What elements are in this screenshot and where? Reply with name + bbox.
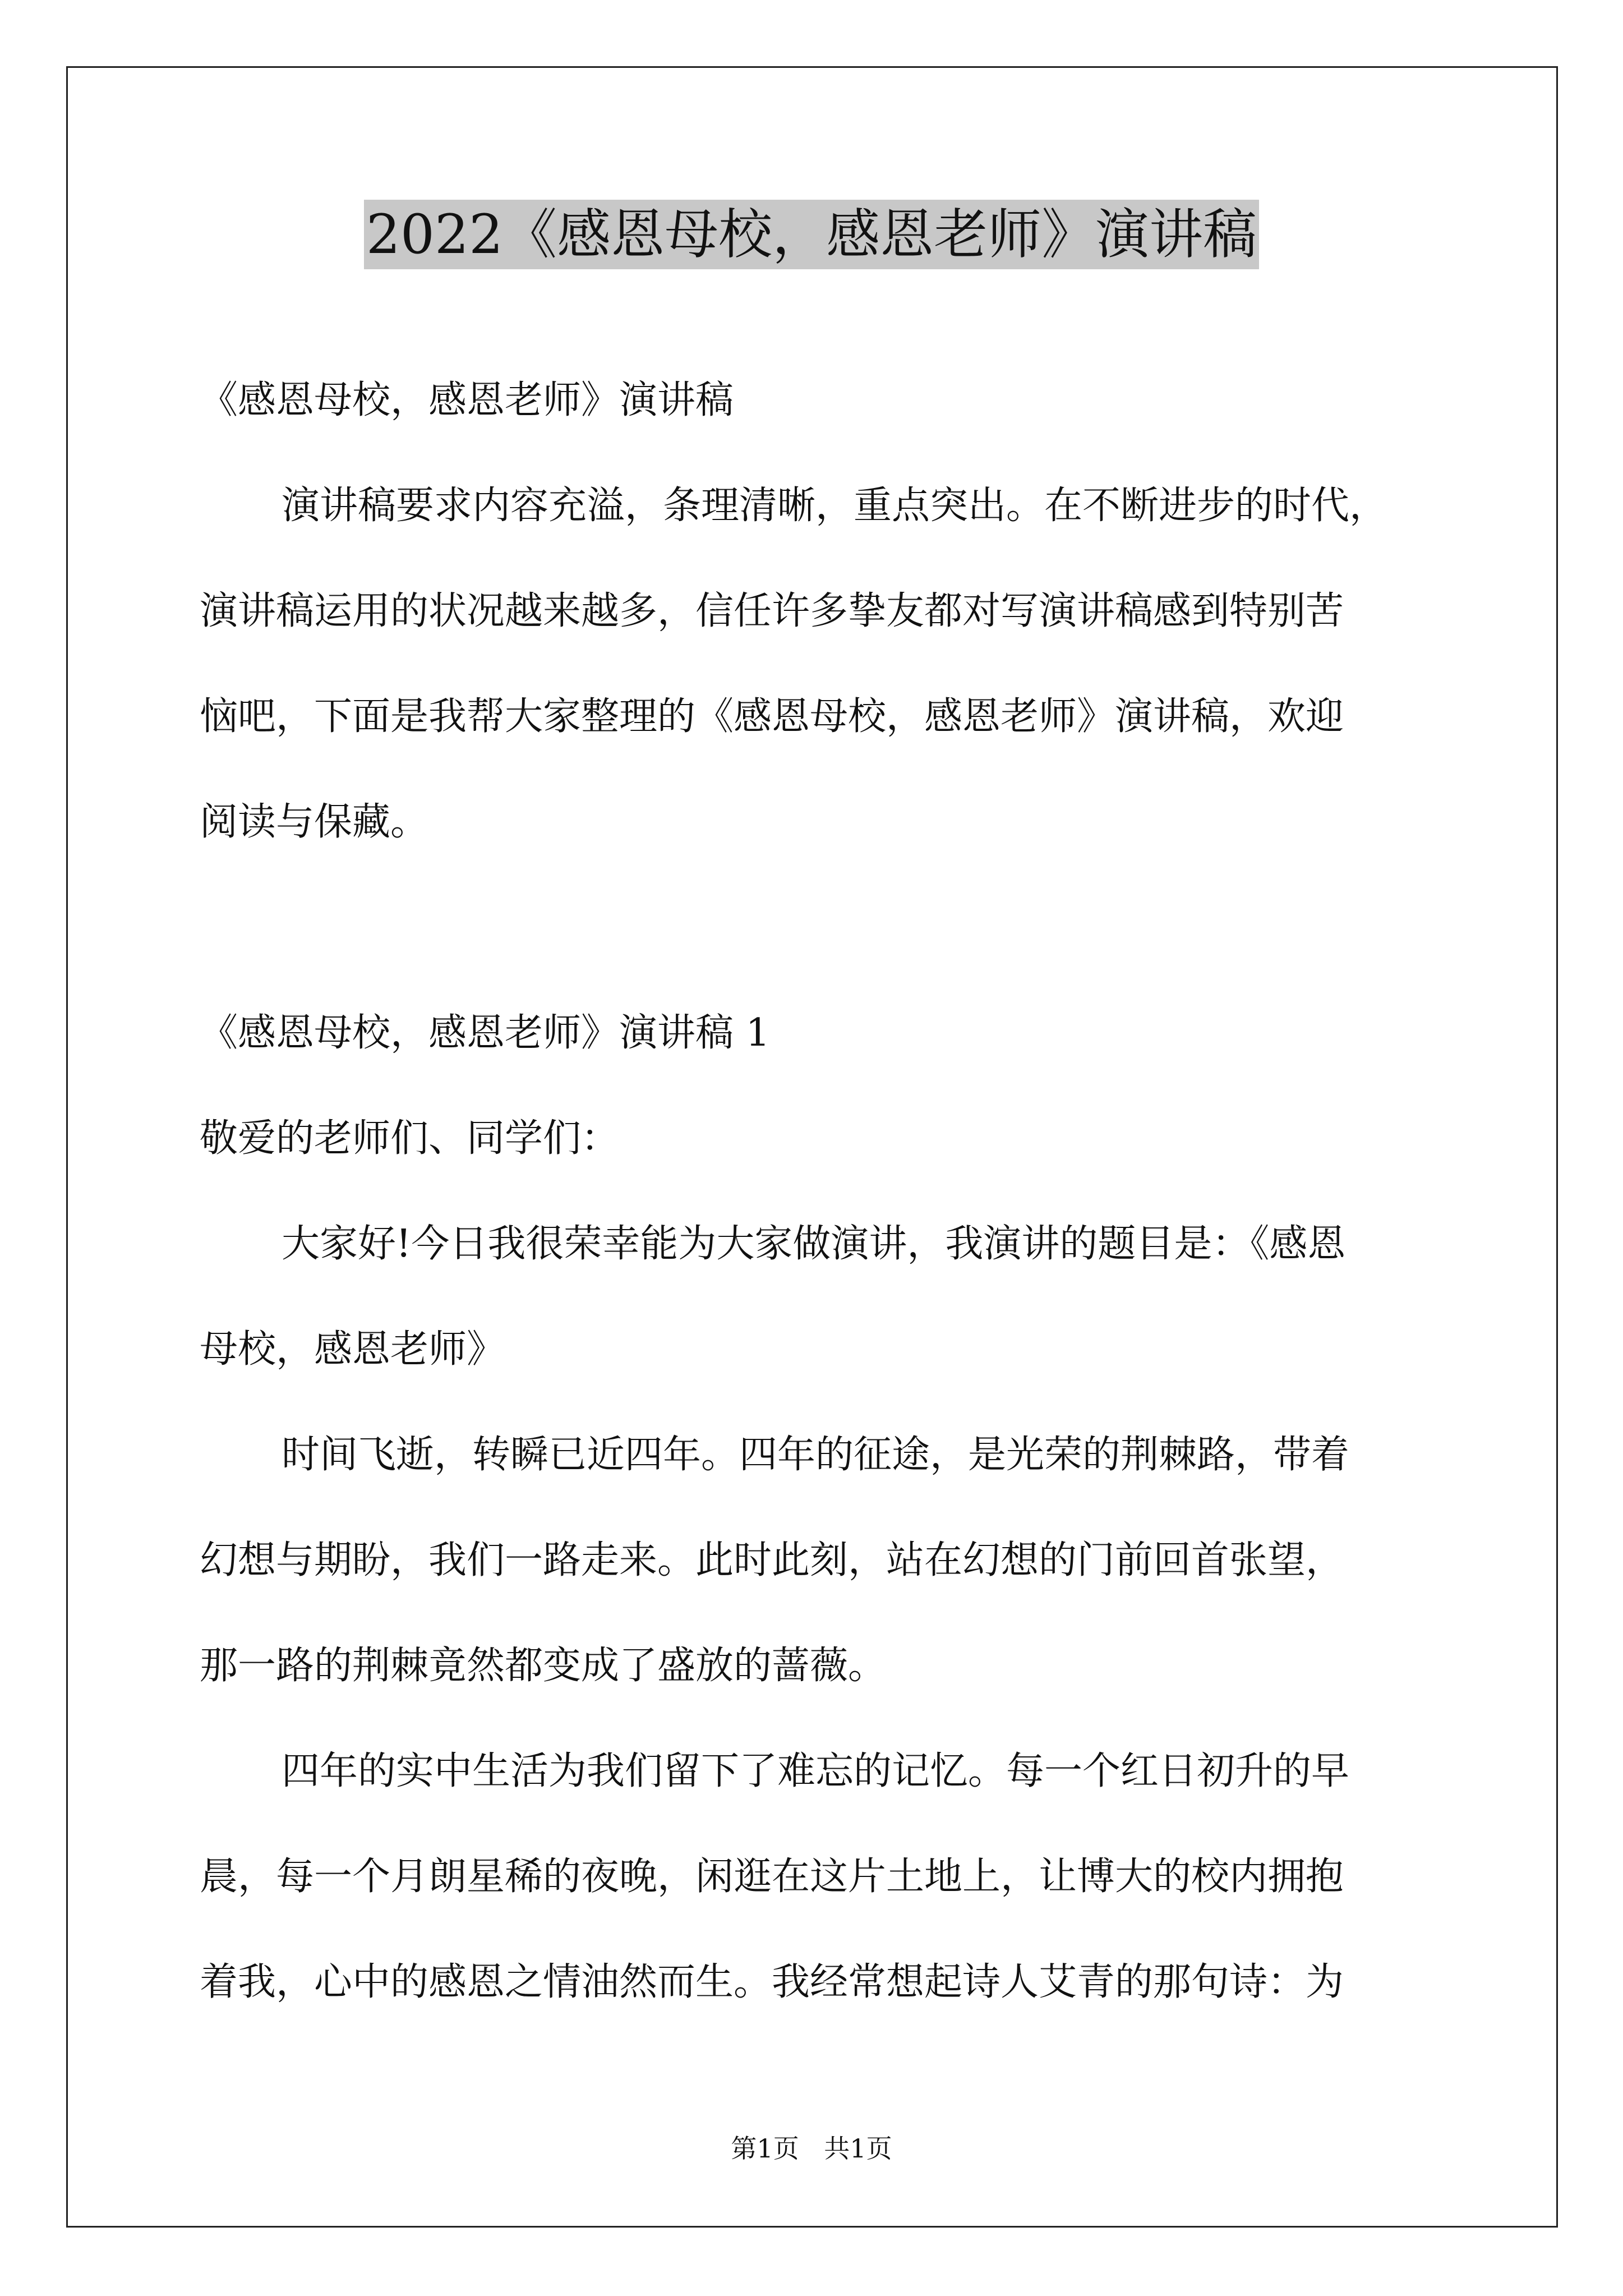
paragraph-line: 四年的实中生活为我们留下了难忘的记忆。每一个红日初升的早 bbox=[282, 1749, 1350, 1793]
paragraph-line: 演讲稿运用的状况越来越多，信任许多挚友都对写演讲稿感到特别苦 bbox=[200, 589, 1344, 633]
blank-line bbox=[200, 875, 1461, 981]
page-footer: 第1页 共1页 bbox=[731, 2133, 892, 2164]
paragraph-line: 阅读与保藏。 bbox=[200, 800, 429, 844]
paragraph-line: 晨，每一个月朗星稀的夜晚，闲逛在这片土地上，让博大的校内拥抱 bbox=[200, 1855, 1344, 1899]
salutation-line: 敬爱的老师们、同学们： bbox=[200, 1116, 620, 1161]
paragraph-line: 时间飞逝，转瞬已近四年。四年的征途，是光荣的荆棘路，带着 bbox=[282, 1433, 1350, 1477]
paragraph-line: 那一路的荆棘竟然都变成了盛放的蔷薇。 bbox=[200, 1644, 887, 1688]
document-title: 2022《感恩母校，感恩老师》演讲稿 bbox=[0, 195, 1623, 274]
paragraph-line: 演讲稿要求内容充溢，条理清晰，重点突出。在不断进步的时代， bbox=[282, 484, 1388, 528]
subtitle-line: 《感恩母校，感恩老师》演讲稿 bbox=[200, 378, 734, 422]
paragraph-line: 恼吧，下面是我帮大家整理的《感恩母校，感恩老师》演讲稿，欢迎 bbox=[200, 694, 1344, 739]
section-heading: 《感恩母校，感恩老师》演讲稿 1 bbox=[200, 1011, 770, 1055]
paragraph-line: 大家好!今日我很荣幸能为大家做演讲，我演讲的题目是：《感恩 bbox=[282, 1222, 1346, 1266]
paragraph-line: 幻想与期盼，我们一路走来。此时此刻，站在幻想的门前回首张望， bbox=[200, 1538, 1344, 1582]
document-body bbox=[200, 348, 1461, 2035]
paragraph-line: 母校，感恩老师》 bbox=[200, 1327, 505, 1372]
paragraph-line: 着我，心中的感恩之情油然而生。我经常想起诗人艾青的那句诗：为 bbox=[200, 1960, 1344, 2004]
